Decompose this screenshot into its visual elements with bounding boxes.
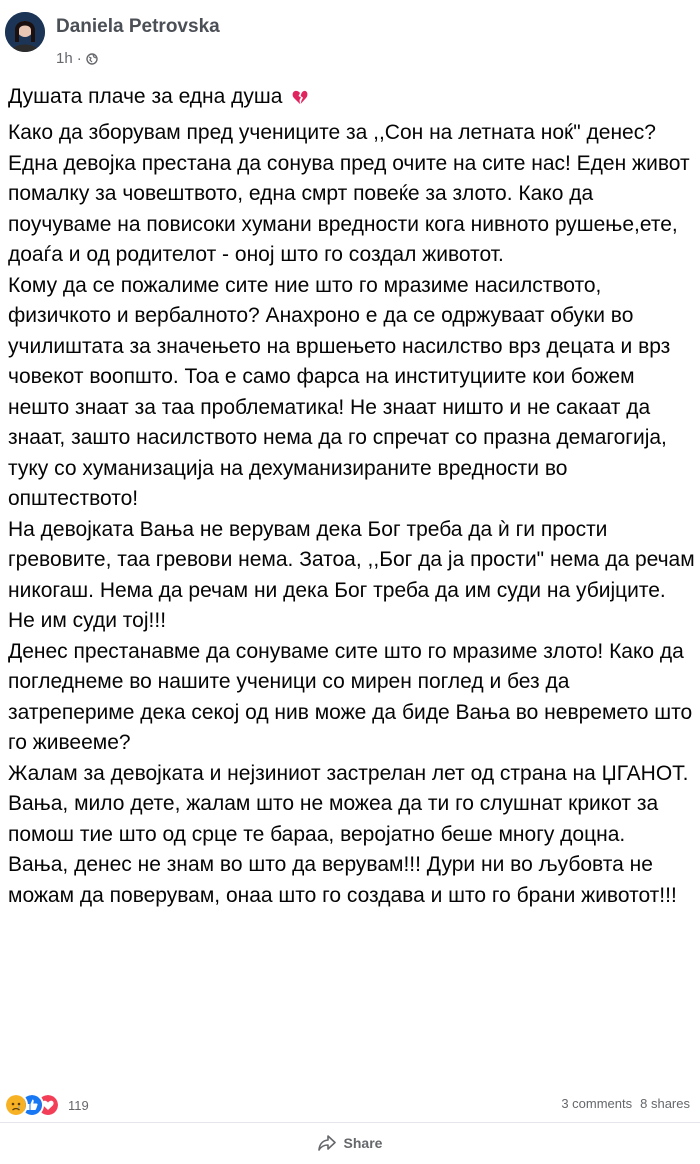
post-paragraph: Како да зборувам пред учениците за ,,Сон на летната ноќ" денес? Една девојка престана да сонува пред очите на сите нас! Еден живот помалку за човештвото, една смрт повеќе за злото. Како да поучуваме на повисоки хумани вредности кога нивното рушење,ете, доаѓа и од родителот - оној што го создал животот. — [8, 121, 690, 266]
share-label: Share — [343, 1135, 383, 1151]
broken-heart-icon — [292, 89, 308, 105]
share-icon — [318, 1135, 336, 1151]
divider — [0, 1122, 700, 1123]
post-title — [8, 84, 692, 110]
reaction-count[interactable]: 119 — [68, 1098, 89, 1113]
engagement-counts — [561, 1096, 690, 1111]
post-title-text: Душата плаче за една душа — [8, 85, 283, 108]
avatar-image — [5, 12, 45, 52]
post-paragraph: Жалам за девојката и нејзиниот застрелан лет од страна на ЏГАНОТ. — [8, 761, 689, 785]
comments-count[interactable]: 3 comments — [561, 1096, 633, 1111]
author-name[interactable]: Daniela Petrovska — [56, 16, 220, 37]
post-time[interactable]: 1h — [56, 50, 73, 67]
post-paragraph: На девојката Вања не верувам дека Бог треба да ѝ ги прости гревовите, таа гревови нема. Затоа, ,,Бог да ја прости" нема да речам никогаш. Нема да речам ни дека Бог треба да им суди на убијците. Не им суди тој!!! — [8, 517, 695, 632]
post-paragraph: Денес престанавме да сонуваме сите што го мразиме злото! Како да погледнеме во нашите ученици со мирен поглед и без да затрепериме дека секој од нив може да биде Вања во невремето што го живееме? — [8, 639, 693, 754]
post-paragraph: Вања, мило дете, жалам што не можеа да ти го слушнат крикот за помош тие што од срце те бараа, веројатно беше многу доцна. — [8, 792, 659, 846]
meta-separator: · — [76, 50, 82, 67]
globe-icon — [86, 53, 98, 65]
share-button[interactable] — [0, 1126, 700, 1160]
sad-reaction-icon — [4, 1093, 28, 1117]
post-body — [8, 118, 698, 911]
post-meta — [56, 50, 98, 67]
post-header — [0, 0, 700, 80]
avatar[interactable] — [5, 12, 45, 52]
post-paragraph: Кому да се пожалиме сите ние што го мразиме насилството, физичкото и вербалното? Анахроно е да се одржуваат обуки во училиштата за значењето на вршењето насилство врз децата и врз човекот воопшто. Тоа е само фарса на институциите кои божем нешто знаат за таа проблематика! Не знаат ништо и не сакаат да знаат, зашто насилството нема да го спречат со празна демагогија, туку со хуманизација на дехуманизираните вредности во општеството! — [8, 273, 671, 510]
shares-count[interactable]: 8 shares — [640, 1096, 690, 1111]
post-stats — [0, 1090, 700, 1118]
post-paragraph: Вања, денес не знам во што да верувам!!! Дури ни во љубовта не можам да поверувам, онаа што го создава и што го брани животот!!! — [8, 853, 677, 907]
